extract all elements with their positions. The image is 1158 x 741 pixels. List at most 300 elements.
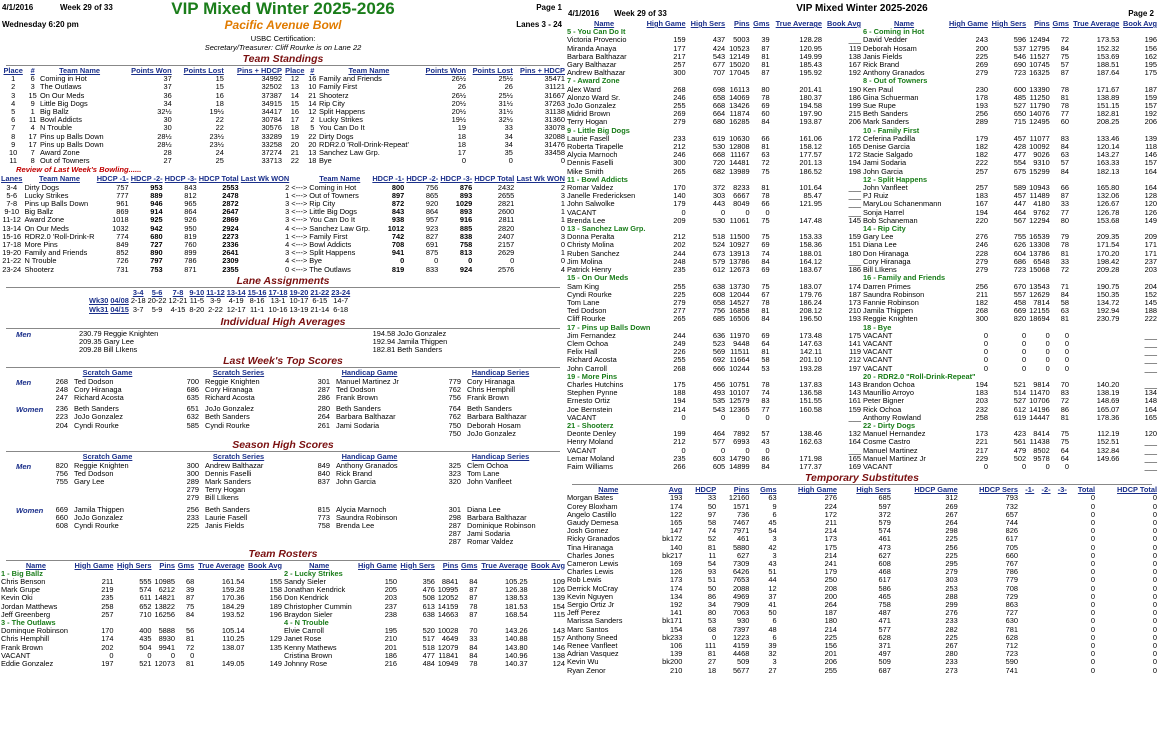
score-value: 268 <box>55 376 68 386</box>
score-group <box>0 506 566 547</box>
roster-cell: 160.58 <box>799 404 822 414</box>
subs-cell: 154 <box>669 624 683 634</box>
score-value: 279 <box>186 485 199 495</box>
roster-cell: 183.67 <box>799 265 822 275</box>
roster-cell: 9310 <box>1033 158 1050 168</box>
roster-table-right-2 <box>862 20 1158 471</box>
roster-cell: 4180 <box>1033 199 1050 209</box>
roster-cell: 109 <box>552 576 565 586</box>
standings-cell: 16 <box>308 74 317 84</box>
roster-cell: Brandon Ochoa <box>863 379 915 389</box>
roster-cell: 69 <box>761 240 770 250</box>
roster-cell: Fannie Robinson <box>863 297 919 307</box>
subs-cell: 727 <box>1005 608 1018 618</box>
lane-column: 7-8 <box>172 287 184 297</box>
roster-cell: 608 <box>712 289 726 299</box>
roster-cell: 5888 <box>158 626 176 636</box>
roster-cell: 179.76 <box>799 289 822 299</box>
subs-cell: 33 <box>707 493 717 503</box>
review-score: 2336 <box>222 240 239 250</box>
roster-cell: Manuel Martinez Jr <box>863 453 926 463</box>
roster-cell: 11167 <box>730 150 750 160</box>
review-score: 1018 <box>112 215 129 225</box>
subs-cell: Marc Santos <box>567 624 609 634</box>
review-lanes: 23-24 <box>2 264 22 274</box>
standings-cell: 6 <box>30 74 35 84</box>
subs-cell: 225 <box>945 534 958 544</box>
roster-cell: ___ <box>848 256 861 266</box>
roster-cell: 146 <box>1144 150 1157 160</box>
roster-cell: 165 <box>1144 412 1157 422</box>
roster-cell: 69 <box>761 265 770 275</box>
review-header: Team Name <box>319 174 361 184</box>
roster-row <box>862 455 1158 463</box>
average-value: 209.35 <box>78 336 102 346</box>
score-value: 849 <box>317 460 330 470</box>
roster-cell: 8930 <box>158 634 176 644</box>
roster-cell: 668 <box>712 150 726 160</box>
roster-cell: 0 <box>765 445 770 455</box>
roster-cell: 203 <box>1144 265 1157 275</box>
subs-cell <box>1035 626 1051 634</box>
score-name: Gary Lee <box>74 476 105 486</box>
roster-row <box>862 217 1158 225</box>
roster-cell: 206 <box>848 117 861 127</box>
roster-cell: VACANT <box>863 347 893 357</box>
roster-cell: 8233 <box>733 183 750 193</box>
roster-cell: 126.78 <box>1096 207 1120 217</box>
roster-cell: 161 <box>848 396 861 406</box>
review-score: 869 <box>116 207 129 217</box>
roster-cell: Brenda Lee <box>567 215 606 225</box>
lane-date: 04/15 <box>110 305 129 315</box>
subs-cell: 225 <box>945 550 958 560</box>
review-won: 3 <box>560 231 565 241</box>
roster-cell: 237 <box>384 601 398 611</box>
subs-cell: Charles Jones <box>567 550 615 560</box>
roster-cell: 159 <box>1144 92 1157 102</box>
subs-cell: 468 <box>878 567 891 577</box>
review-score: 889 <box>150 190 163 200</box>
standings-cell: 34915 <box>261 98 282 108</box>
roster-header: Gms <box>753 19 770 28</box>
roster-cell: 0 <box>1064 461 1069 471</box>
roster-cell: 64 <box>1060 453 1069 463</box>
subs-cell: 169 <box>669 559 683 568</box>
roster-cell: 128 <box>1144 191 1157 201</box>
roster-cell: 668 <box>712 101 726 111</box>
lane-pair: 11-1 <box>249 305 265 315</box>
subs-cell: 81 <box>707 649 717 659</box>
lane-pair: 6-15 <box>312 296 328 306</box>
roster-cell: 248 <box>673 256 686 266</box>
roster-cell: Manuel Hernandez <box>863 429 926 439</box>
score-value: 773 <box>317 512 330 522</box>
subs-cell: 0 <box>1090 493 1095 503</box>
roster-cell: 77 <box>1060 207 1069 217</box>
review-team: Bowl Addicts <box>309 240 352 250</box>
score-name: Laurie Fasell <box>205 512 248 522</box>
subs-row <box>566 601 1158 609</box>
subs-cell: 0 <box>1090 517 1095 527</box>
roster-cell: 164 <box>1144 166 1157 176</box>
score-name: JoJo Gonzalez <box>74 512 123 522</box>
roster-cell: 146 <box>552 642 565 652</box>
score-name: Mark Sanders <box>205 476 252 486</box>
score-name: Jamila Thigpen <box>74 504 124 514</box>
review-score: 0 <box>400 256 405 266</box>
roster-cell: 120.14 <box>1096 142 1120 152</box>
roster-cell: 233 <box>673 133 686 143</box>
roster-cell: 17045 <box>729 68 750 78</box>
roster-cell: 149.66 <box>1096 453 1120 463</box>
roster-cell: 11061 <box>729 215 750 225</box>
roster-cell: 158 <box>269 585 282 595</box>
standings-cell: Coming in Hot <box>39 74 87 84</box>
roster-cell: 269 <box>975 60 988 70</box>
subs-cell: 32 <box>768 649 777 659</box>
roster-cell: 0 <box>1045 355 1050 365</box>
subs-cell: 48 <box>768 624 777 634</box>
subs-header-row <box>566 486 1158 494</box>
average-value: 194.58 <box>372 328 396 338</box>
review-score: 0 <box>468 256 473 266</box>
roster-cell: 195.92 <box>799 68 822 78</box>
score-value: 287 <box>317 384 330 394</box>
roster-cell: 14790 <box>729 453 750 463</box>
review-score: 742 <box>391 231 405 241</box>
roster-cell: 78 <box>469 601 478 611</box>
roster-row <box>862 340 1158 348</box>
score-value: 289 <box>186 476 199 486</box>
roster-cell: 170 <box>673 183 686 193</box>
average-name: JoJo Gonzalez <box>397 328 447 338</box>
roster-cell: 0 <box>170 650 176 660</box>
roster-cell: 650 <box>1013 109 1027 119</box>
roster-cell: 198.42 <box>1096 256 1120 266</box>
roster-cell: ___ <box>1144 330 1157 340</box>
roster-cell: Cosme Castro <box>863 437 911 447</box>
score-name: Chris Hemphill <box>467 384 516 394</box>
roster-cell: ___ <box>1144 363 1157 373</box>
individual-averages <box>0 330 566 355</box>
subs-cell <box>1035 650 1051 658</box>
roster-cell: 193 <box>848 314 861 324</box>
subs-cell: 767 <box>1005 559 1018 568</box>
roster-cell: 165 <box>848 142 861 152</box>
standings-header: Pins + HDCP <box>237 66 282 75</box>
subs-cell <box>1019 503 1035 511</box>
lane-pair: 4-19 <box>228 296 244 306</box>
roster-cell: 137.83 <box>799 379 822 389</box>
subs-cell: 267 <box>945 641 958 651</box>
roster-cell: Jonathan Kendrick <box>284 585 346 595</box>
subs-cell <box>1052 494 1068 502</box>
roster-cell: 12579 <box>729 396 750 406</box>
roster-cell <box>1070 340 1120 348</box>
roster-cell: 16506 <box>729 314 750 324</box>
roster-cell: 0 <box>190 650 195 660</box>
standings-cell: 31½ <box>498 98 513 108</box>
standings-cell: 14 <box>308 98 317 108</box>
score-entry <box>173 422 304 430</box>
review-row <box>0 184 566 192</box>
page-1 <box>0 0 566 741</box>
roster-cell: Janis Fields <box>863 51 903 61</box>
review-won: 1 <box>560 248 565 258</box>
review-lanes: 7-8 <box>6 199 18 209</box>
standings-cell: 0 <box>508 156 513 166</box>
roster-cell: 12795 <box>1029 43 1050 53</box>
roster-cell: 255 <box>673 101 686 111</box>
subs-cell: 241 <box>824 559 838 568</box>
subs-cell: 50 <box>707 583 717 593</box>
roster-cell: 182 <box>975 142 988 152</box>
lane-pair: 12-17 <box>226 305 246 315</box>
score-name: Romar Valdez <box>467 537 514 547</box>
roster-cell: 186 <box>848 92 861 102</box>
subs-cell: 779 <box>1005 575 1018 585</box>
roster-cell: 0 <box>721 445 726 455</box>
review-vs: <---> <box>291 190 308 200</box>
roster-cell: 612 <box>1013 404 1027 414</box>
roster-cell: 16285 <box>729 117 750 127</box>
roster-cell: 133.46 <box>1096 133 1120 143</box>
score-name: Jami Sodaria <box>467 529 511 539</box>
roster-cell: 143.26 <box>505 626 528 636</box>
subs-cell: 27 <box>768 665 777 675</box>
roster-cell: 221 <box>975 437 988 447</box>
roster-cell: 173.53 <box>1096 35 1120 45</box>
review-score: 2355 <box>222 264 239 274</box>
standings-cell: 30784 <box>261 115 282 125</box>
review-score: 2924 <box>222 223 239 233</box>
roster-cell: 0 <box>1064 338 1069 348</box>
subs-cell: 627 <box>737 550 750 560</box>
roster-cell: 0 <box>983 355 988 365</box>
roster-cell: 186 <box>384 650 398 660</box>
roster-cell: 443 <box>712 199 726 209</box>
roster-cell: 222 <box>1144 314 1157 324</box>
team-name: 19 - More Pins <box>567 371 618 381</box>
lane-row <box>88 306 351 315</box>
standings <box>0 67 566 165</box>
standings-cell: The Outlaws <box>39 82 82 92</box>
subs-cell: 276 <box>945 608 958 618</box>
report-date: 4/1/2016 <box>2 3 34 12</box>
roster-cell: 177.37 <box>799 461 822 471</box>
review-score: 946 <box>150 199 163 209</box>
standings-cell: 13 <box>290 82 299 92</box>
score-value: 756 <box>55 468 68 478</box>
subs-cell: Rob Lewis <box>567 575 602 585</box>
score-value: 660 <box>55 512 68 522</box>
subs-cell: 786 <box>1005 567 1018 577</box>
roster-header: Book Avg <box>248 560 282 570</box>
subs-cell: 279 <box>945 567 958 577</box>
roster-cell: Cristina Brown <box>284 650 333 660</box>
subs-cell: 0 <box>712 632 717 642</box>
standings-cell: 34 <box>163 98 172 108</box>
subs-cell: 7909 <box>732 600 750 610</box>
roster-cell: 168.54 <box>505 609 528 619</box>
roster-cell: 75 <box>185 601 195 611</box>
roster-cell: 0 <box>1021 338 1027 348</box>
roster-cell: 159 <box>848 232 861 242</box>
roster-cell: 11874 <box>729 109 750 119</box>
subs-cell: 577 <box>878 624 891 634</box>
roster-cell: 0 <box>983 347 988 357</box>
roster-cell: 81 <box>761 60 770 70</box>
roster-cell: 212 <box>673 142 686 152</box>
score-value: 651 <box>186 404 199 414</box>
score-column <box>42 378 173 403</box>
subs-cell: Kevin Nguyen <box>567 591 614 601</box>
roster-cell: 81 <box>761 183 770 193</box>
roster-header: Book Avg <box>1123 19 1157 28</box>
subs-row <box>566 527 1158 535</box>
score-value: 764 <box>448 404 461 414</box>
review-header: HDCP -1- <box>372 174 405 184</box>
roster-cell: 435 <box>139 634 152 644</box>
roster-cell: 208.12 <box>799 306 822 316</box>
roster-cell: 182 <box>975 150 988 160</box>
review-lanes: 5-6 <box>6 190 18 200</box>
roster-cell: Eddie Gonzalez <box>1 658 54 668</box>
score-value: 815 <box>317 504 330 514</box>
review-vs: <---> <box>291 199 308 209</box>
subs-cell <box>1035 658 1051 666</box>
roster-cell: 115 <box>553 609 565 619</box>
subs-cell <box>1052 544 1068 552</box>
review-score: 797 <box>150 256 163 266</box>
subs-cell <box>1052 560 1068 568</box>
score-column <box>304 405 435 438</box>
roster-cell: 10949 <box>437 658 459 668</box>
roster-cell: 698 <box>712 84 726 94</box>
roster-cell: 0 <box>983 330 988 340</box>
review-team: RDR2.0 'Roll-Drink-R <box>24 231 95 241</box>
team-name: 9 - Little Big Dogs <box>567 125 630 135</box>
roster-cell: 162.63 <box>799 437 822 447</box>
roster-cell: 12079 <box>437 642 459 652</box>
score-name: Saundra Robinson <box>336 512 398 522</box>
subs-cell: 461 <box>737 534 750 544</box>
roster-cell: Christy Molina <box>567 240 614 250</box>
roster-cell: 12495 <box>1029 117 1050 127</box>
lane-column: 5-6 <box>151 287 163 297</box>
standings-cell: 20½ <box>451 98 467 108</box>
roster-cell: 194 <box>848 158 861 168</box>
roster-cell: Ted Dodson <box>567 306 607 316</box>
subs-cell: 106 <box>669 641 683 651</box>
roster-cell: 15068 <box>1029 265 1050 275</box>
review-team: Lucky Strikes <box>24 190 69 200</box>
roster-row <box>566 463 862 471</box>
subs-cell: 4468 <box>732 649 750 659</box>
standings-cell: 20½ <box>451 107 467 117</box>
standings-cell: 34 <box>504 131 513 141</box>
roster-cell: 6667 <box>733 191 750 201</box>
subs-cell <box>1052 527 1068 535</box>
roster-cell: 79 <box>1060 232 1069 242</box>
roster-cell: 0 <box>1021 347 1027 357</box>
subs-cell: 51 <box>768 567 777 577</box>
roster-header: Pins <box>159 560 176 570</box>
roster-cell: 755 <box>1013 232 1027 242</box>
roster-cell: 205 <box>384 585 398 595</box>
roster-header: Name <box>893 19 915 28</box>
page-2-header <box>566 0 1158 20</box>
roster-cell: 192 <box>848 68 861 78</box>
subs-cell <box>1019 511 1035 519</box>
score-category: Handicap Series <box>471 452 530 462</box>
roster-cell: 0 <box>721 207 726 217</box>
roster-cell: 193 <box>975 101 988 111</box>
score-value: 248 <box>55 384 68 394</box>
roster-cell: 664 <box>712 109 726 119</box>
subs-cell: 0 <box>1152 591 1157 601</box>
week-label-2: Week 29 of 33 <box>614 9 667 18</box>
roster-cell: 120.95 <box>799 43 822 53</box>
roster-cell: Ceferina Padilla <box>863 133 916 143</box>
subs-cell: 165 <box>669 517 683 527</box>
roster-cell: 638 <box>422 609 435 619</box>
lane-pair: 5-9 <box>151 305 163 315</box>
roster-cell: VACANT <box>567 445 597 455</box>
review-header: HDCP Total <box>474 174 515 184</box>
subs-cell: 471 <box>878 616 891 626</box>
review-row <box>0 266 566 274</box>
subs-cell: 34 <box>707 600 717 610</box>
roster-cell: 680 <box>712 117 726 127</box>
score-name: Frank Brown <box>336 393 378 403</box>
subs-row <box>566 593 1158 601</box>
roster-cell: Mark Grupe <box>1 585 41 595</box>
roster-cell: 81 <box>1060 314 1069 324</box>
average-row <box>332 346 532 354</box>
review-team: Pins up Balls Down <box>24 199 89 209</box>
score-name: JoJo Gonzalez <box>205 404 254 414</box>
subs-cell: 0 <box>1152 559 1157 568</box>
subs-cell: Morgan Bates <box>567 493 614 503</box>
roster-table-right <box>283 562 566 669</box>
roster-cell: John Vanfleet <box>863 183 908 193</box>
standings-cell: 31138 <box>544 107 565 117</box>
roster-cell: 87 <box>761 43 770 53</box>
roster-cell: ___ <box>1144 379 1157 389</box>
roster-cell: Christopher Cummin <box>284 601 352 611</box>
roster-cell: 188 <box>1144 306 1157 316</box>
score-column <box>173 405 304 438</box>
roster-cell: Joe Bernstein <box>567 404 613 414</box>
review-score: 813 <box>459 248 473 258</box>
roster-cell: 140.20 <box>1096 379 1120 389</box>
subs-cell <box>1052 585 1068 593</box>
lane-column: 11-12 <box>206 287 225 297</box>
subs-cell: 741 <box>1005 665 1018 675</box>
subs-cell: 371 <box>878 641 891 651</box>
roster-cell: 675 <box>1013 166 1027 176</box>
score-value: 756 <box>448 393 461 403</box>
subs-header: HDCP <box>695 485 717 495</box>
subs-cell: 0 <box>1152 534 1157 544</box>
team-name: 14 - Rip City <box>863 224 906 234</box>
roster-cell: ___ <box>848 183 861 193</box>
women-averages <box>332 330 532 355</box>
roster-cell: 268 <box>673 84 686 94</box>
standings-cell: 15 <box>215 82 224 92</box>
